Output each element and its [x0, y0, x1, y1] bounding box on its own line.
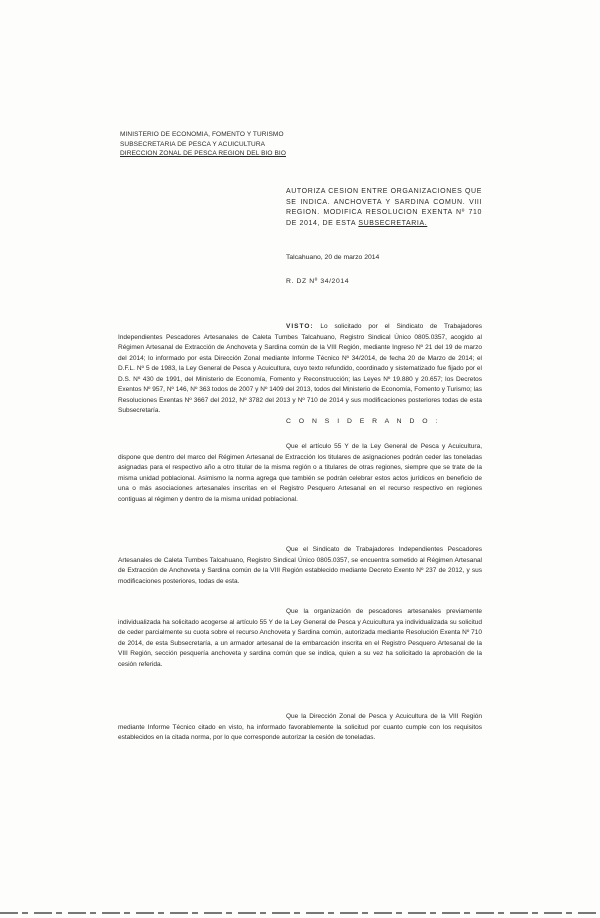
- considerando-1: [118, 442, 482, 505]
- subject-prefix: AUTORIZA CESION ENTRE ORGANIZACIONES QUE SE INDICA.: [286, 188, 482, 206]
- considerando-text: Que el artículo 55 Y de la Ley General de Pesca y Acuicultura, dispone que dentro del marco del Régimen Artesanal de Extracción los titulares de asignaciones podrán ceder las toneladas asignadas para el respectivo año a otro titular de la misma región o a titulares de otras regiones, siempre que se trate de la misma unidad poblacional. Asimismo la norma agrega que también se podrán celebrar estos actos jurídicos en beneficio de una o más asociaciones artesanales inscritas en el Registro Pesquero Artesanal en el recurso respectivo en regiones contiguas al régimen y dentro de la misma unidad poblacional.: [118, 443, 482, 503]
- considerando-4: [118, 712, 482, 744]
- resolution-subject: [286, 187, 482, 229]
- subject-underlined: SUBSECRETARIA.: [358, 219, 428, 227]
- considerando-text: Que la organización de pescadores artesanales previamente individualizada ha solicitado acogerse al artículo 55 Y de la Ley General de Pesca y Acuicultura ya individualizada su solicitud de ceder parcialmente su cuota sobre el recurso Anchoveta y Sardina común, autorizada mediante Resolución Exenta Nº 710 de 2014, de esta Subsecretaría, a un armador artesanal de la embarcación inscrita en el Registro Pesquero Artesanal de la VIII Región, sección pesquería anchoveta y sardina común que se indica, quien a su vez ha solicitado la aprobación de la cesión referida.: [118, 608, 482, 668]
- letterhead-ministry: MINISTERIO DE ECONOMIA, FOMENTO Y TURISMO: [120, 131, 284, 138]
- subject-text: ANCHOVETA Y SARDINA COMUN. VIII REGION. MODIFICA RESOLUCION EXENTA Nº 710 DE 2014, DE ESTA: [286, 198, 482, 227]
- letterhead-direccion-zonal: DIRECCION ZONAL DE PESCA REGION DEL BIO BIO: [120, 150, 286, 157]
- visto-label: VISTO:: [286, 323, 314, 330]
- visto-text: Lo solicitado por el Sindicato de Trabajadores Independientes Pescadores Artesanales de Caleta Tumbes Talcahuano, Registro Sindical Único 0805.0357, acogido al Régimen Artesanal de Extracción de Anchoveta y Sardina común de la VIII Región, mediante Ingreso Nº 21 del 19 de marzo del 2014; lo informado por esta Dirección Zonal mediante Informe Técnico Nº 34/2014, de fecha 20 de Marzo de 2014; el D.F.L. Nº 5 de 1983, la Ley General de Pesca y Acuicultura, cuyo texto refundido, coordinado y sistematizado fue fijado por el D.S. Nº 430 de 1991, del Ministerio de Economía, Fomento y Reconstrucción; las Leyes Nº 19.880 y 20.657; los Decretos Exentos Nº 957, Nº 146, Nº 363 todos de 2007 y Nº 1409 del 2013, todos del Ministerio de Economía, Fomento y Turismo; las Resoluciones Exentas Nº 3667 del 2012, Nº 3782 del 2013 y Nº 710 de 2014 y sus modificaciones posteriores todas de esta Subsecretaría.: [118, 323, 482, 414]
- letterhead-subsecretaria: SUBSECRETARIA DE PESCA Y ACUICULTURA: [120, 140, 266, 148]
- considerando-text: Que el Sindicato de Trabajadores Independientes Pescadores Artesanales de Caleta Tumbes Talcahuano, Registro Sindical Único 0805.0357, se encuentra sometido al Régimen Artesanal de Extracción de Anchoveta y Sardina común de la VIII Región establecido mediante Decreto Exento Nº 237 de 2012, y sus modificaciones posteriores, todas de esta.: [118, 546, 482, 585]
- letterhead: [120, 130, 320, 159]
- considerando-heading: C O N S I D E R A N D O :: [286, 418, 441, 425]
- resolution-number: R. DZ Nº 34/2014: [286, 278, 350, 285]
- considerando-text: Que la Dirección Zonal de Pesca y Acuicultura de la VIII Región mediante Informe Técnico citado en visto, ha informado favorablemente la solicitud por cuanto cumple con los requisitos establecidos en la citada norma, por lo que corresponde autorizar la cesión de toneladas.: [118, 713, 482, 741]
- visto-section: [118, 322, 482, 417]
- considerando-2: [118, 545, 482, 587]
- considerando-3: [118, 607, 482, 670]
- scan-edge-line: [0, 912, 600, 914]
- place-date: Talcahuano, 20 de marzo 2014: [286, 254, 380, 261]
